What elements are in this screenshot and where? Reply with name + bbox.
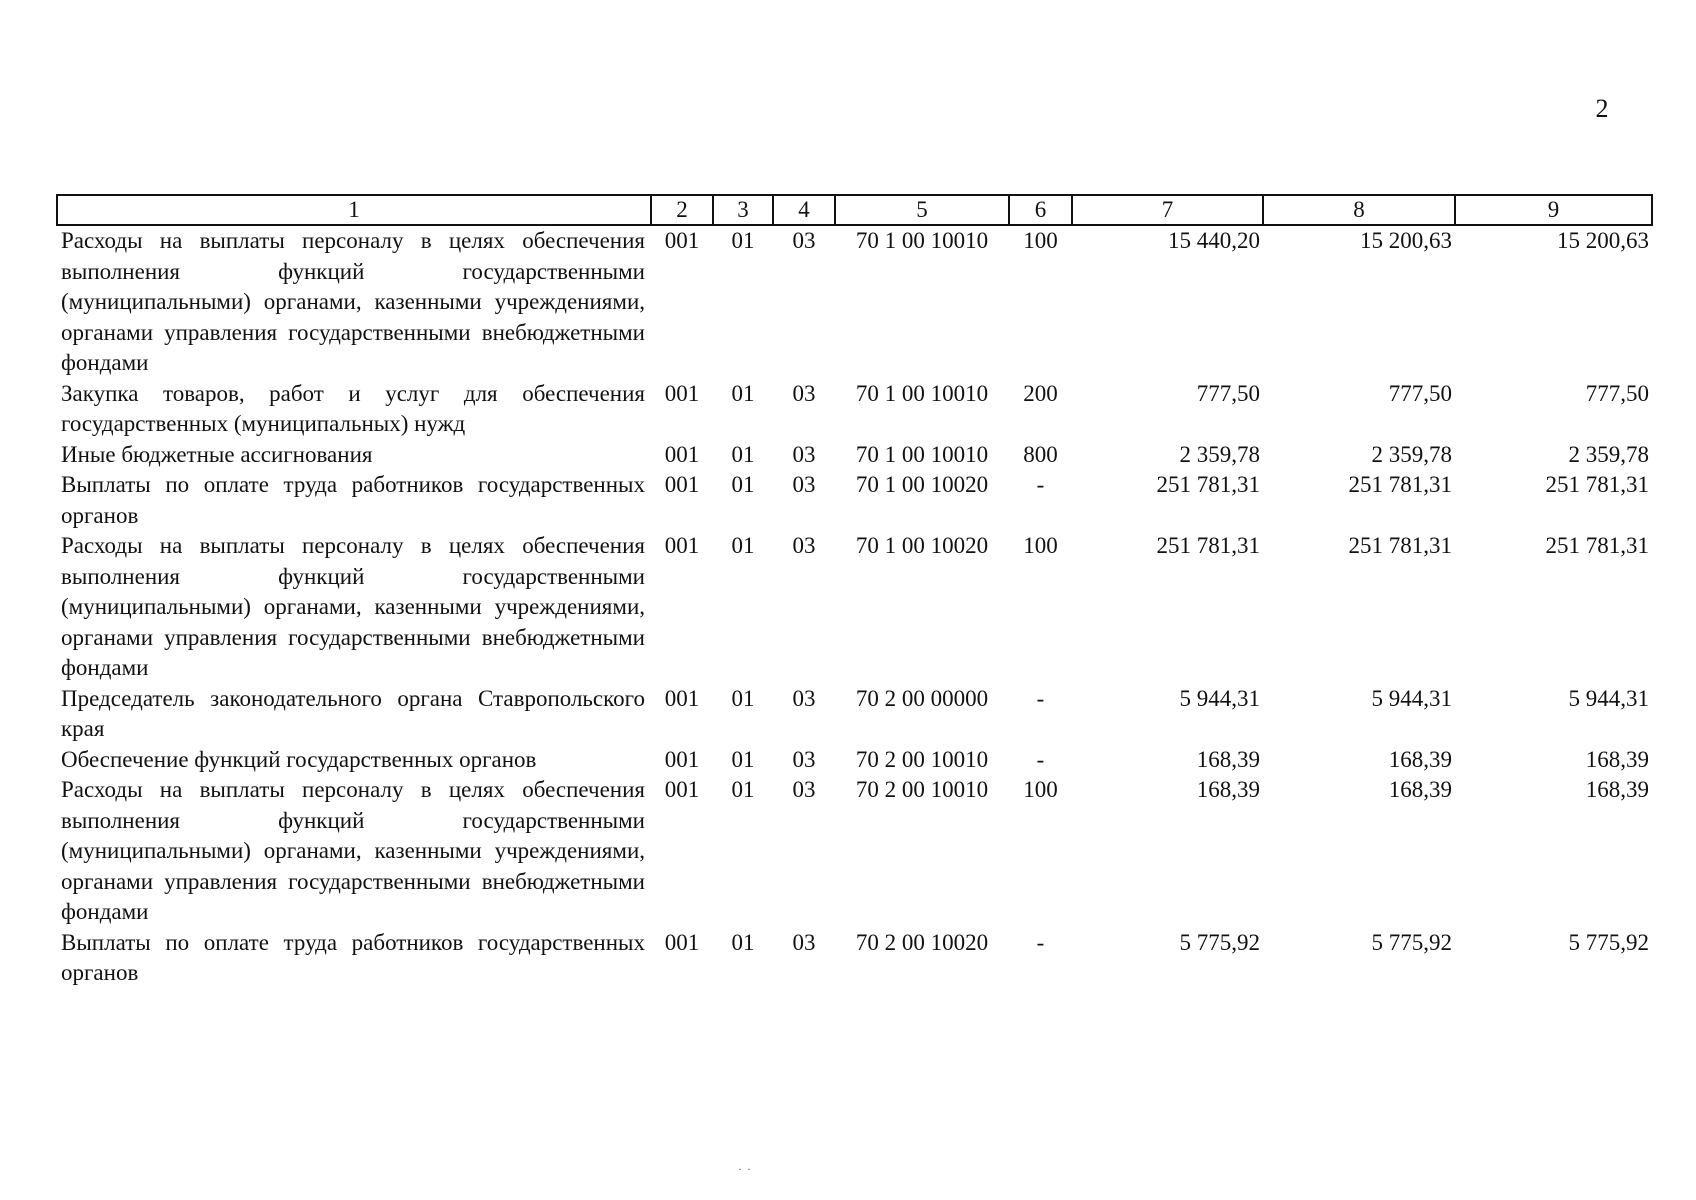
amount-col-9: 251 781,31 (1545, 533, 1649, 558)
amount-col-7: 5 775,92 (1179, 929, 1260, 955)
ministry-code: 001 (664, 441, 700, 467)
section-code: 01 (731, 228, 755, 253)
row-description: Расходы на выплаты персоналу в целях обеспечения выполнения функций государственными (муниципальными) органами, казенными учреждениями, органами управления государственными внебюджетными фондами (61, 533, 645, 680)
section-code: 01 (731, 777, 755, 802)
row-description: Председатель законодательного органа Ставропольского края (61, 685, 645, 741)
expense-type-code: 100 (1023, 533, 1058, 558)
expense-type-code: - (1036, 929, 1045, 955)
amount-col-9: 2 359,78 (1568, 441, 1649, 467)
amount-col-9: 777,50 (1585, 380, 1649, 406)
section-code: 01 (731, 685, 755, 711)
target-article-code: 70 1 00 10010 (855, 380, 989, 406)
expense-type-code: - (1036, 472, 1045, 497)
column-header-6: 6 (1009, 195, 1072, 225)
section-code: 01 (731, 533, 755, 558)
amount-col-9: 251 781,31 (1545, 472, 1649, 497)
subsection-code: 03 (792, 929, 816, 955)
amount-col-7: 5 944,31 (1179, 685, 1260, 711)
ministry-code: 001 (664, 746, 700, 772)
column-header-5: 5 (835, 195, 1009, 225)
target-article-code: 70 1 00 10010 (855, 228, 989, 253)
ministry-code: 001 (664, 228, 700, 253)
column-header-7: 7 (1072, 195, 1263, 225)
column-header-2: 2 (651, 195, 713, 225)
target-article-code: 70 1 00 10010 (855, 441, 989, 467)
target-article-code: 70 2 00 10010 (855, 746, 989, 772)
subsection-code: 03 (792, 685, 816, 711)
row-description: Обеспечение функций государственных органов (61, 746, 537, 772)
subsection-code: 03 (792, 746, 816, 772)
table-row (57, 745, 1652, 776)
row-description: Выплаты по оплате труда работников государственных органов (61, 472, 645, 528)
section-code: 01 (731, 472, 755, 497)
section-code: 01 (731, 929, 755, 955)
ministry-code: 001 (664, 777, 700, 802)
section-code: 01 (731, 380, 755, 406)
subsection-code: 03 (792, 228, 816, 253)
column-header-9: 9 (1455, 195, 1652, 225)
subsection-code: 03 (792, 380, 816, 406)
ministry-code: 001 (664, 685, 700, 711)
amount-col-8: 5 944,31 (1371, 685, 1452, 711)
section-code: 01 (731, 441, 755, 467)
amount-col-9: 168,39 (1585, 777, 1649, 802)
column-header-3: 3 (713, 195, 773, 225)
amount-col-7: 251 781,31 (1156, 472, 1260, 497)
table-row (57, 775, 1652, 928)
ministry-code: 001 (664, 533, 700, 558)
expense-type-code: 100 (1023, 228, 1058, 253)
row-description: Закупка товаров, работ и услуг для обеспечения государственных (муниципальных) нужд (61, 380, 645, 436)
table-row (57, 531, 1652, 684)
budget-table (56, 194, 1653, 989)
table-row (57, 470, 1652, 531)
amount-col-7: 2 359,78 (1179, 441, 1260, 467)
row-description: Выплаты по оплате труда работников государственных органов (61, 929, 645, 985)
amount-col-7: 15 440,20 (1168, 228, 1260, 253)
expense-type-code: 200 (1023, 380, 1058, 406)
amount-col-7: 168,39 (1196, 777, 1260, 802)
column-header-4: 4 (773, 195, 835, 225)
row-description: Иные бюджетные ассигнования (61, 441, 373, 467)
section-code: 01 (731, 746, 755, 772)
table-row (57, 928, 1652, 989)
header-row (57, 195, 1652, 225)
ministry-code: 001 (664, 929, 700, 955)
row-description: Расходы на выплаты персоналу в целях обеспечения выполнения функций государственными (муниципальными) органами, казенными учреждениями, органами управления государственными внебюджетными фондами (61, 228, 645, 375)
ministry-code: 001 (664, 472, 700, 497)
amount-col-9: 15 200,63 (1557, 228, 1649, 253)
expense-type-code: 100 (1023, 777, 1058, 802)
column-header-1: 1 (57, 195, 651, 225)
column-header-8: 8 (1263, 195, 1455, 225)
expense-type-code: - (1036, 746, 1045, 772)
subsection-code: 03 (792, 777, 816, 802)
amount-col-9: 168,39 (1585, 746, 1649, 772)
amount-col-8: 5 775,92 (1371, 929, 1452, 955)
page-number: 2 (1595, 94, 1609, 123)
table-row (57, 684, 1652, 745)
table-row (57, 379, 1652, 440)
target-article-code: 70 1 00 10020 (855, 472, 989, 497)
amount-col-7: 251 781,31 (1156, 533, 1260, 558)
amount-col-8: 168,39 (1388, 746, 1452, 772)
amount-col-8: 251 781,31 (1348, 533, 1452, 558)
amount-col-8: 15 200,63 (1360, 228, 1452, 253)
amount-col-7: 168,39 (1196, 746, 1260, 772)
expense-type-code: 800 (1023, 441, 1058, 467)
amount-col-8: 2 359,78 (1371, 441, 1452, 467)
ministry-code: 001 (664, 380, 700, 406)
amount-col-8: 168,39 (1388, 777, 1452, 802)
table-row (57, 440, 1652, 471)
table-row (57, 225, 1652, 379)
target-article-code: 70 1 00 10020 (855, 533, 989, 558)
subsection-code: 03 (792, 533, 816, 558)
target-article-code: 70 2 00 10010 (855, 777, 989, 802)
amount-col-8: 777,50 (1388, 380, 1452, 406)
table-body (57, 225, 1652, 989)
subsection-code: 03 (792, 441, 816, 467)
amount-col-7: 777,50 (1196, 380, 1260, 406)
target-article-code: 70 2 00 10020 (855, 929, 989, 955)
table-header (57, 195, 1652, 225)
amount-col-9: 5 775,92 (1568, 929, 1649, 955)
amount-col-9: 5 944,31 (1568, 685, 1649, 711)
amount-col-8: 251 781,31 (1348, 472, 1452, 497)
scan-artifact: · · (738, 1162, 752, 1176)
row-description: Расходы на выплаты персоналу в целях обеспечения выполнения функций государственными (муниципальными) органами, казенными учреждениями, органами управления государственными внебюджетными фондами (61, 777, 645, 924)
target-article-code: 70 2 00 00000 (855, 685, 989, 711)
expense-type-code: - (1036, 685, 1045, 711)
subsection-code: 03 (792, 472, 816, 497)
